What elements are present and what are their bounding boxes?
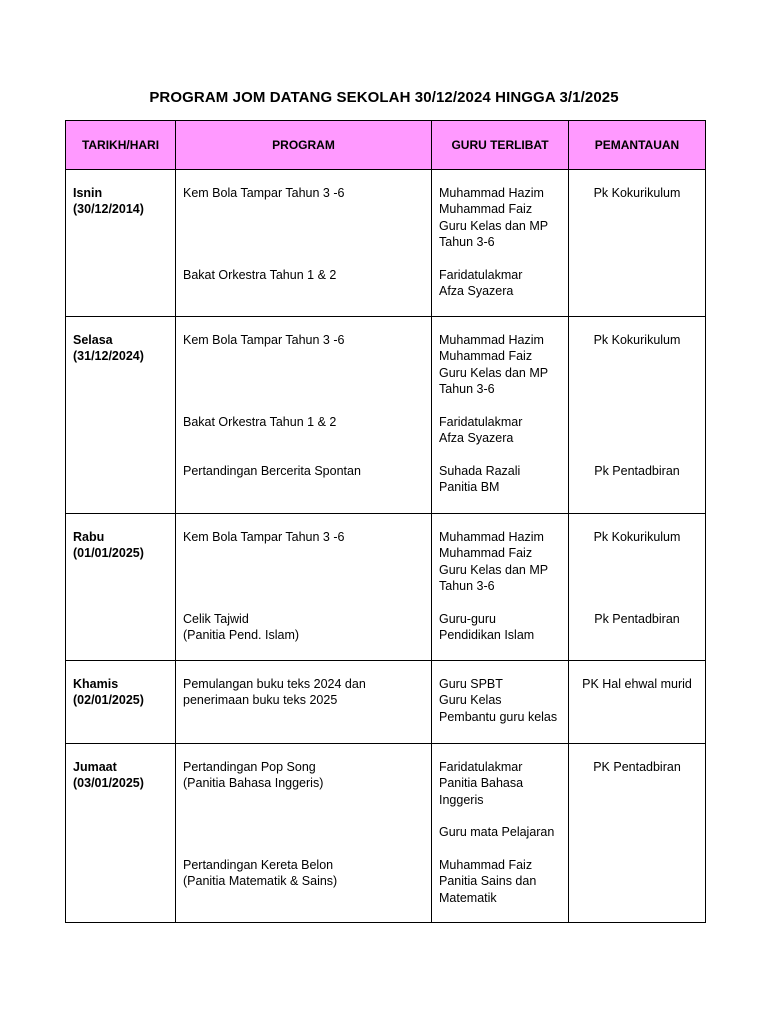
teacher-line: Faridatulakmar: [439, 268, 523, 282]
teacher-item: [439, 267, 561, 300]
teacher-line: Afza Syazera: [439, 284, 514, 299]
teacher-line: Inggeris: [439, 792, 484, 807]
day-date: (01/01/2025): [73, 546, 144, 561]
teacher-line: Muhammad Hazim: [439, 530, 544, 544]
day-cell: [66, 744, 176, 923]
program-line: Kem Bola Tampar Tahun 3 -6: [183, 333, 345, 347]
teacher-item: [439, 185, 561, 267]
day-name: Jumaat: [73, 760, 117, 774]
program-cell: [176, 661, 432, 744]
day-cell: [66, 170, 176, 317]
teacher-item: [439, 611, 561, 644]
teacher-line: Panitia BM: [439, 480, 500, 495]
day-name: Rabu: [73, 530, 105, 544]
teacher-line: Panitia Sains dan: [439, 874, 537, 889]
monitor-line: PK Hal ehwal murid: [582, 677, 692, 691]
teacher-line: Guru Kelas dan MP: [439, 562, 549, 577]
day-date: (02/01/2025): [73, 693, 144, 708]
teacher-line: Tahun 3-6: [439, 381, 495, 396]
day-date: (03/01/2025): [73, 776, 144, 791]
header-pemantauan: PEMANTAUAN: [569, 121, 706, 170]
program-line: (Panitia Bahasa Inggeris): [183, 776, 324, 791]
program-line: Pertandingan Pop Song: [183, 760, 316, 774]
teacher-cell: [432, 317, 569, 514]
monitor-line: Pk Kokurikulum: [593, 333, 681, 347]
teacher-line: Suhada Razali: [439, 464, 521, 478]
teacher-line: Pembantu guru kelas: [439, 709, 558, 724]
program-item: [183, 332, 424, 414]
teacher-line: Pendidikan Islam: [439, 628, 535, 643]
program-line: Bakat Orkestra Tahun 1 & 2: [183, 268, 337, 282]
teacher-line: Guru-guru: [439, 612, 496, 626]
day-name: Khamis: [73, 677, 119, 691]
monitor-item: [576, 463, 698, 479]
table-row: [66, 514, 706, 661]
teacher-line: Tahun 3-6: [439, 578, 495, 593]
monitor-item: [576, 332, 698, 463]
program-item: [183, 267, 424, 283]
teacher-line: Faridatulakmar: [439, 415, 523, 429]
program-line: Kem Bola Tampar Tahun 3 -6: [183, 186, 345, 200]
monitor-line: Pk Kokurikulum: [593, 186, 681, 200]
program-line: (Panitia Matematik & Sains): [183, 874, 338, 889]
program-line: Pertandingan Bercerita Spontan: [183, 464, 361, 478]
day-date: (30/12/2014): [73, 202, 144, 217]
teacher-line: Muhammad Hazim: [439, 186, 544, 200]
program-item: [183, 185, 424, 267]
teacher-line: Muhammad Faiz: [439, 202, 533, 217]
program-cell: [176, 514, 432, 661]
teacher-cell: [432, 744, 569, 923]
monitor-cell: [569, 514, 706, 661]
header-program: PROGRAM: [176, 121, 432, 170]
teacher-line: Guru SPBT: [439, 677, 503, 691]
teacher-line: Faridatulakmar: [439, 760, 523, 774]
day-name: Isnin: [73, 186, 103, 200]
monitor-item: [576, 611, 698, 627]
teacher-line: Muhammad Hazim: [439, 333, 544, 347]
teacher-item: [439, 759, 561, 824]
teacher-cell: [432, 661, 569, 744]
program-item: [183, 414, 424, 463]
program-cell: [176, 744, 432, 923]
program-item: [183, 611, 424, 644]
monitor-cell: [569, 170, 706, 317]
teacher-item: [439, 463, 561, 496]
program-item: [183, 759, 424, 857]
table-row: [66, 744, 706, 923]
monitor-cell: [569, 661, 706, 744]
program-cell: [176, 170, 432, 317]
teacher-line: Tahun 3-6: [439, 234, 495, 249]
program-line: (Panitia Pend. Islam): [183, 628, 300, 643]
monitor-line: PK Pentadbiran: [593, 760, 681, 774]
teacher-line: Muhammad Faiz: [439, 349, 533, 364]
program-line: Pertandingan Kereta Belon: [183, 858, 334, 872]
teacher-line: Muhammad Faiz: [439, 858, 533, 872]
header-row: [66, 121, 706, 170]
table-row: [66, 170, 706, 317]
program-line: penerimaan buku teks 2025: [183, 693, 338, 708]
teacher-line: Matematik: [439, 890, 497, 905]
teacher-item: [439, 824, 561, 857]
teacher-line: Guru Kelas dan MP: [439, 365, 549, 380]
day-name: Selasa: [73, 333, 113, 347]
teacher-line: Guru Kelas: [439, 693, 502, 708]
program-item: [183, 857, 424, 890]
teacher-line: Panitia Bahasa: [439, 776, 524, 791]
day-date: (31/12/2024): [73, 349, 144, 364]
teacher-line: Guru Kelas dan MP: [439, 218, 549, 233]
teacher-item: [439, 414, 561, 463]
header-guru-terlibat: GURU TERLIBAT: [432, 121, 569, 170]
program-cell: [176, 317, 432, 514]
teacher-cell: [432, 170, 569, 317]
teacher-line: Muhammad Faiz: [439, 546, 533, 561]
monitor-cell: [569, 317, 706, 514]
teacher-item: [439, 332, 561, 414]
teacher-cell: [432, 514, 569, 661]
monitor-line: Pk Pentadbiran: [594, 464, 680, 478]
schedule-table: [65, 120, 706, 923]
monitor-cell: [569, 744, 706, 923]
program-item: [183, 463, 424, 479]
program-line: Celik Tajwid: [183, 612, 249, 626]
day-cell: [66, 661, 176, 744]
monitor-item: [576, 529, 698, 611]
monitor-line: Pk Kokurikulum: [593, 530, 681, 544]
table-row: [66, 317, 706, 514]
day-cell: [66, 514, 176, 661]
program-line: Bakat Orkestra Tahun 1 & 2: [183, 415, 337, 429]
monitor-line: Pk Pentadbiran: [594, 612, 680, 626]
program-item: [183, 529, 424, 611]
program-line: Kem Bola Tampar Tahun 3 -6: [183, 530, 345, 544]
table-row: [66, 661, 706, 744]
teacher-item: [439, 529, 561, 611]
teacher-item: [439, 857, 561, 906]
program-line: Pemulangan buku teks 2024 dan: [183, 677, 366, 691]
header-tarikh-hari: TARIKH/HARI: [66, 121, 176, 170]
teacher-line: Afza Syazera: [439, 431, 514, 446]
teacher-line: Guru mata Pelajaran: [439, 825, 555, 839]
document-title: PROGRAM JOM DATANG SEKOLAH 30/12/2024 HINGGA 3/1/2025: [149, 89, 619, 106]
day-cell: [66, 317, 176, 514]
